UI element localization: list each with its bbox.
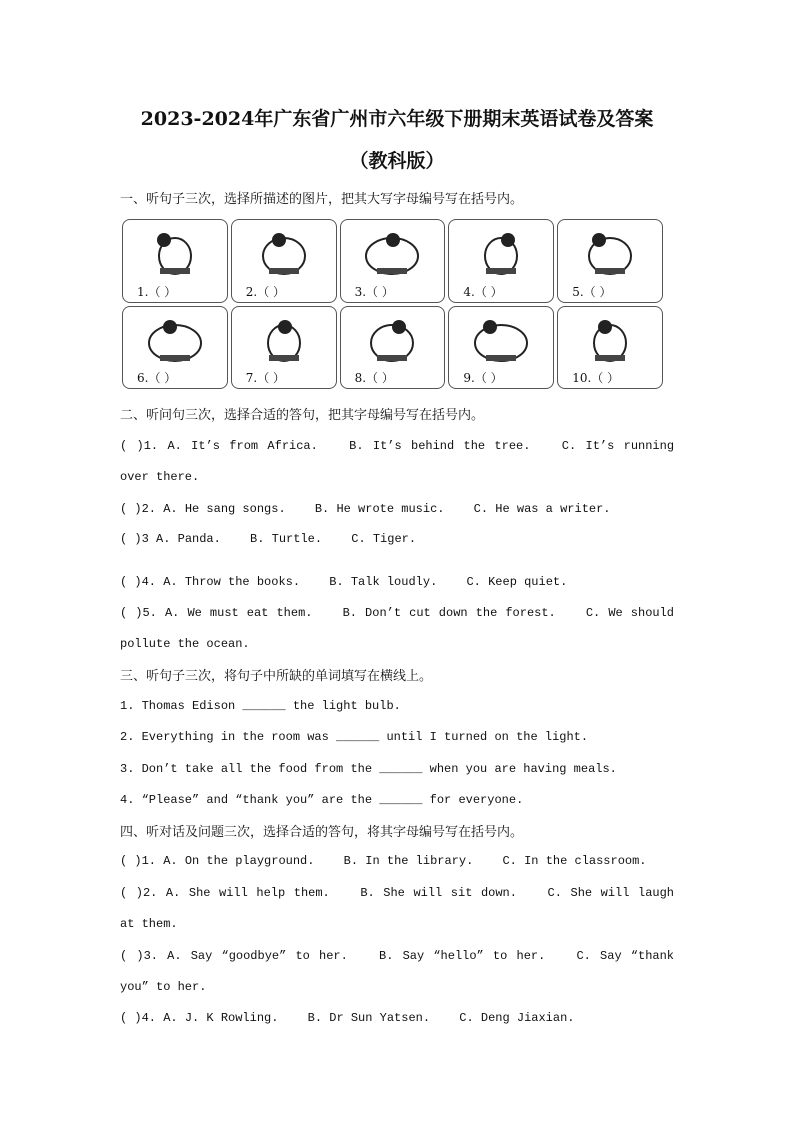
s2-question-5: ( )5. A. We must eat them. B. Don’t cut down the forest. C. We should pollute the ocean.	[120, 606, 675, 651]
picture-10	[557, 306, 663, 390]
page-title: 2023-2024年广东省广州市六年级下册期末英语试卷及答案	[140, 108, 654, 130]
picture-1	[122, 219, 228, 303]
picture-6	[122, 306, 228, 390]
picture-label: 2.（ ）	[245, 284, 286, 299]
illustration-icon	[249, 311, 319, 369]
illustration-icon	[249, 224, 319, 282]
section2-heading: 二、听问句三次，选择合适的答句，把其字母编号写在括号内。	[120, 408, 485, 423]
picture-label: 5.（ ）	[572, 284, 612, 299]
picture-label: 10.（ ）	[572, 371, 620, 385]
picture-9	[448, 306, 554, 390]
picture-label: 1.（ ）	[137, 284, 177, 299]
s4-question-1: ( )1. A. On the playground. B. In the library. C. In the classroom.	[120, 854, 647, 868]
picture-label: 3.（ ）	[354, 284, 394, 299]
picture-label: 6.（ ）	[137, 371, 177, 385]
picture-label: 7.（ ）	[245, 371, 286, 385]
s2-question-3: ( )3 A. Panda. B. Turtle. C. Tiger.	[120, 532, 417, 546]
illustration-icon	[357, 311, 427, 369]
section3-heading: 三、听句子三次，将句子中所缺的单词填写在横线上。	[120, 669, 433, 684]
picture-label: 9.（ ）	[463, 371, 503, 385]
picture-grid	[122, 219, 663, 389]
s4-question-2: ( )2. A. She will help them. B. She will sit down. C. She will laugh at them.	[120, 886, 675, 931]
illustration-icon	[357, 224, 427, 282]
illustration-icon	[575, 224, 645, 282]
s4-question-4: ( )4. A. J. K Rowling. B. Dr Sun Yatsen. C. Deng Jiaxian.	[120, 1011, 575, 1025]
illustration-icon	[140, 224, 210, 282]
picture-8	[340, 306, 446, 390]
picture-label: 4.（ ）	[463, 284, 503, 299]
s2-question-2: ( )2. A. He sang songs. B. He wrote music. C. He was a writer.	[120, 502, 611, 516]
illustration-icon	[466, 224, 536, 282]
s2-question-4: ( )4. A. Throw the books. B. Talk loudly. C. Keep quiet.	[120, 575, 568, 589]
picture-3	[340, 219, 446, 303]
page-subtitle: （教科版）	[349, 150, 445, 172]
s3-item-2: 2. Everything in the room was ______ until I turned on the light.	[120, 730, 589, 744]
s3-item-3: 3. Don’t take all the food from the ______ when you are having meals.	[120, 762, 617, 776]
s3-item-1: 1. Thomas Edison ______ the light bulb.	[120, 699, 401, 713]
picture-2	[231, 219, 337, 303]
illustration-icon	[575, 311, 645, 369]
picture-7	[231, 306, 337, 390]
picture-5	[557, 219, 663, 303]
section1-heading: 一、听句子三次，选择所描述的图片，把其大写字母编号写在括号内。	[120, 192, 524, 207]
illustration-icon	[466, 311, 536, 369]
picture-4	[448, 219, 554, 303]
illustration-icon	[140, 311, 210, 369]
s3-item-4: 4. “Please” and “thank you” are the ______ for everyone.	[120, 793, 524, 807]
picture-label: 8.（ ）	[354, 371, 394, 385]
s2-question-1: ( )1. A. It’s from Africa. B. It’s behind the tree. C. It’s running over there.	[120, 439, 675, 484]
section4-heading: 四、听对话及问题三次，选择合适的答句，将其字母编号写在括号内。	[120, 825, 524, 840]
s4-question-3: ( )3. A. Say “goodbye” to her. B. Say “hello” to her. C. Say “thank you” to her.	[120, 949, 675, 994]
